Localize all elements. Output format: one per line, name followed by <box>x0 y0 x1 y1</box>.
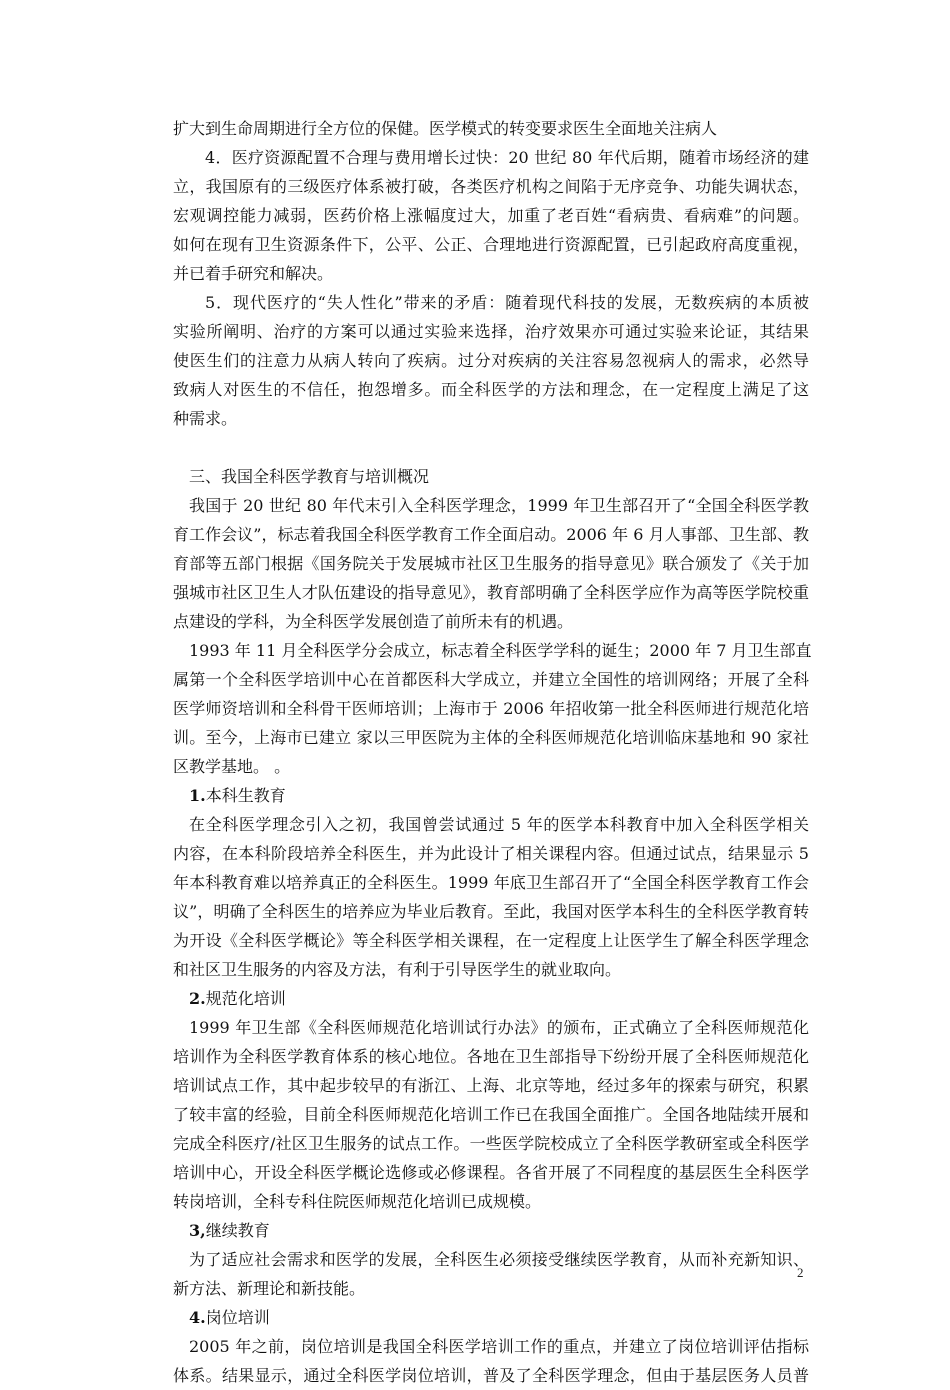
subsection-title: 规范化培训 <box>205 989 286 1008</box>
subsection-heading-1 <box>173 781 809 810</box>
text-line: 并已着手研究和解决。 <box>173 264 334 283</box>
text-line: 2005 年之前，岗位培训是我国全科医学培训工作的重点，并建立了岗位培训评估指标 <box>189 1337 809 1356</box>
text-line: 完成全科医疗/社区卫生服务的试点工作。一些医学院校成立了全科医学教研室或全科医学 <box>173 1134 809 1153</box>
subsection-number: 1. <box>189 786 206 805</box>
text-line: 5．现代医疗的“失人性化”带来的矛盾：随着现代科技的发展，无数疾病的本质被 <box>205 293 809 312</box>
text-line: 培训中心，开设全科医学概论选修或必修课程。各省开展了不同程度的基层医生全科医学 <box>173 1163 809 1182</box>
subsection-4-body <box>173 1332 809 1390</box>
text-line: 年本科教育难以培养真正的全科医生。1999 年底卫生部召开了“全国全科医学教育工作会 <box>173 873 809 892</box>
text-line: 内容，在本科阶段培养全科医生，并为此设计了相关课程内容。但通过试点，结果显示 5 <box>173 844 809 863</box>
paragraph-item-5 <box>173 288 809 433</box>
text-line: 种需求。 <box>173 409 238 428</box>
paragraph-item-4 <box>173 143 809 288</box>
text-line: 使医生们的注意力从病人转向了疾病。过分对疾病的关注容易忽视病人的需求，必然导 <box>173 351 809 370</box>
text-line: 体系。结果显示，通过全科医学岗位培训，普及了全科医学理念，但由于基层医务人员普 <box>173 1366 809 1385</box>
text-line: 如何在现有卫生资源条件下，公平、公正、合理地进行资源配置，已引起政府高度重视， <box>173 235 809 254</box>
text-line: 为开设《全科医学概论》等全科医学相关课程，在一定程度上让医学生了解全科医学理念 <box>173 931 809 950</box>
subsection-title: 继续教育 <box>205 1221 270 1240</box>
text-line: 1999 年卫生部《全科医师规范化培训试行办法》的颁布，正式确立了全科医师规范化 <box>189 1018 809 1037</box>
subsection-title: 岗位培训 <box>205 1308 270 1327</box>
section-heading: 三、我国全科医学教育与培训概况 <box>189 467 430 486</box>
section3-paragraph-1 <box>173 491 809 636</box>
text-line: 属第一个全科医学培训中心在首都医科大学成立，并建立全国性的培训网络；开展了全科 <box>173 670 809 689</box>
page-number: 2 <box>797 1265 804 1280</box>
text-line: 育工作会议”，标志着我国全科医学教育工作全面启动。2006 年 6 月人事部、卫生部、教 <box>173 525 809 544</box>
text-line: 致病人对医生的不信任，抱怨增多。而全科医学的方法和理念，在一定程度上满足了这 <box>173 380 809 399</box>
subsection-3-body <box>173 1245 809 1303</box>
text-line: 4．医疗资源配置不合理与费用增长过快：20 世纪 80 年代后期，随着市场经济的建 <box>205 148 809 167</box>
text-line: 了较丰富的经验，目前全科医师规范化培训工作已在我国全面推广。全国各地陆续开展和 <box>173 1105 809 1124</box>
text-line: 强城市社区卫生人才队伍建设的指导意见》，教育部明确了全科医学应作为高等医学院校重 <box>173 583 809 602</box>
document-body <box>173 114 812 1390</box>
text-line: 为了适应社会需求和医学的发展，全科医生必须接受继续医学教育，从而补充新知识、 <box>189 1250 809 1269</box>
text-line: 培训试点工作，其中起步较早的有浙江、上海、北京等地，经过多年的探索与研究，积累 <box>173 1076 809 1095</box>
text-line: 在全科医学理念引入之初，我国曾尝试通过 5 年的医学本科教育中加入全科医学相关 <box>189 815 809 834</box>
section3-paragraph-2 <box>173 636 812 781</box>
text-line: 转岗培训，全科专科住院医师规范化培训已成规模。 <box>173 1192 542 1211</box>
text-line: 我国于 20 世纪 80 年代末引入全科医学理念，1999 年卫生部召开了“全国全科医学教 <box>189 496 809 515</box>
subsection-heading-3 <box>173 1216 809 1245</box>
subsection-number: 2. <box>189 989 206 1008</box>
subsection-heading-2 <box>173 984 809 1013</box>
text-line: 扩大到生命周期进行全方位的保健。医学模式的转变要求医生全面地关注病人 <box>173 119 718 138</box>
text-line: 培训作为全科医学教育体系的核心地位。各地在卫生部指导下纷纷开展了全科医师规范化 <box>173 1047 809 1066</box>
subsection-1-body <box>173 810 809 984</box>
text-line: 区教学基地。 。 <box>173 757 291 776</box>
subsection-title: 本科生教育 <box>205 786 286 805</box>
subsection-2-body <box>173 1013 809 1216</box>
text-line: 宏观调控能力减弱，医药价格上涨幅度过大，加重了老百姓“看病贵、看病难”的问题。 <box>173 206 809 225</box>
subsection-number: 3, <box>189 1221 206 1240</box>
text-line: 立，我国原有的三级医疗体系被打破，各类医疗机构之间陷于无序竞争、功能失调状态， <box>173 177 809 196</box>
text-line: 医学师资培训和全科骨干医师培训；上海市于 2006 年招收第一批全科医师进行规范化培 <box>173 699 809 718</box>
subsection-heading-4 <box>173 1303 809 1332</box>
subsection-number: 4. <box>189 1308 206 1327</box>
text-line: 点建设的学科，为全科医学发展创造了前所未有的机遇。 <box>173 612 574 631</box>
text-line: 1993 年 11 月全科医学分会成立，标志着全科医学学科的诞生；2000 年 7 月卫生部直 <box>189 641 812 660</box>
text-line: 育部等五部门根据《国务院关于发展城市社区卫生服务的指导意见》联合颁发了《关于加 <box>173 554 809 573</box>
text-line: 和社区卫生服务的内容及方法，有利于引导医学生的就业取向。 <box>173 960 622 979</box>
text-line: 新方法、新理论和新技能。 <box>173 1279 366 1298</box>
text-line: 实验所阐明、治疗的方案可以通过实验来选择，治疗效果亦可通过实验来论证，其结果 <box>173 322 809 341</box>
text-line: 议”，明确了全科医生的培养应为毕业后教育。至此，我国对医学本科生的全科医学教育转 <box>173 902 809 921</box>
text-line: 训。至今，上海市已建立 家以三甲医院为主体的全科医师规范化培训临床基地和 90 家社 <box>173 728 809 747</box>
paragraph-gap <box>173 433 809 462</box>
